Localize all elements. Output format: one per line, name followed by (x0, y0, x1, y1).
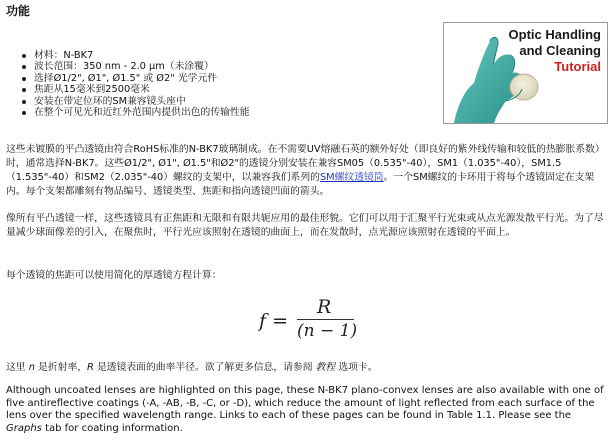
section-title: 功能 (6, 4, 31, 18)
coatings-text-end: tab for coating information. (41, 422, 183, 434)
vars-text: 是透镜表面的曲率半径。欲了解更多信息，请参阅 (93, 362, 316, 373)
intro-paragraph (6, 143, 606, 199)
feature-item: 材料：N-BK7 (20, 50, 250, 61)
usage-paragraph: 像所有平凸透镜一样，这些透镜具有正焦距和无限和有限共轭应用的最佳形貌。它们可以用于汇聚平行光束或从点光源发散平行光。为了尽量减少球面像差的引入，在聚焦时，平行光应该照射在透镜的曲面上，而在发散时，点光源应该照射在透镜的平面上。 (6, 213, 604, 238)
vars-text: 这里 (6, 362, 29, 373)
fraction-bar (297, 319, 354, 320)
var-r: R (87, 362, 94, 373)
variables-paragraph (6, 361, 606, 375)
intro-text: 这些未镀膜的平凸透镜由符合RoHS标准的N-BK7玻璃制成。在不需要UV熔融石英的额外好处（即良好的紫外线传输和较低的热膨胀系数）时，通常选择N-BK7。这些Ø1/2", Ø1", Ø1.5"和Ø2"的透镜分别安装在兼容SM05（0.535"-40），SM1（1.035"-40），SM1.5（1.535"-40）和SM2（2.035"-40）螺纹的支架中，以兼容我们系列的 (6, 144, 605, 183)
feature-item: 波长范围：350 nm - 2.0 μm（未涂覆） (20, 61, 250, 72)
banner-title-line-2: and Cleaning (519, 43, 601, 58)
formula-numerator: R (317, 296, 332, 318)
coatings-text: Although uncoated lenses are highlighted on this page, these N-BK7 plano-convex lenses are also available with one of five antireflective coatings (-A, -AB, -B, -C, or -D), which reduce the amount of light reflected from each surface of the lens over the specified wavelength range. Links to each of these pages can be found in Table 1.1. Please see the (6, 385, 604, 421)
vars-text: 是折射率， (34, 362, 88, 373)
banner-title-line-1: Optic Handling (508, 27, 601, 42)
banner-title-line-3: Tutorial (554, 59, 601, 74)
formula-intro-paragraph: 每个透镜的焦距可以使用简化的厚透镜方程计算： (6, 270, 222, 281)
intro-text-end: 。一个SM螺纹的卡环用于将每个透镜固定在支架内。每个支架都雕刻有物品编号、透镜类型、焦距和指向透镜凹面的箭头。 (6, 172, 595, 197)
feature-list (20, 50, 250, 118)
coatings-paragraph (6, 385, 606, 435)
var-n: n (28, 362, 35, 373)
sm-lens-tube-link[interactable]: SM螺纹透镜筒 (319, 172, 384, 183)
formula-lhs: f = (259, 310, 288, 332)
graphs-tab-reference: Graphs (6, 422, 42, 434)
vars-text: 选项卡。 (335, 362, 378, 373)
optic-handling-tutorial-banner[interactable] (443, 22, 608, 124)
feature-item: 焦距从15毫米到2500毫米 (20, 84, 250, 95)
feature-item: 选择Ø1/2", Ø1", Ø1.5" 或 Ø2" 光学元件 (20, 73, 250, 84)
feature-item: 安装在带定位环的SM兼容镜头座中 (20, 96, 250, 107)
feature-item: 在整个可见光和近红外范围内提供出色的传输性能 (20, 107, 250, 118)
tutorial-tab-reference: 教程 (315, 362, 336, 373)
formula-denominator: (n − 1) (297, 321, 358, 341)
thick-lens-equation (259, 296, 359, 346)
